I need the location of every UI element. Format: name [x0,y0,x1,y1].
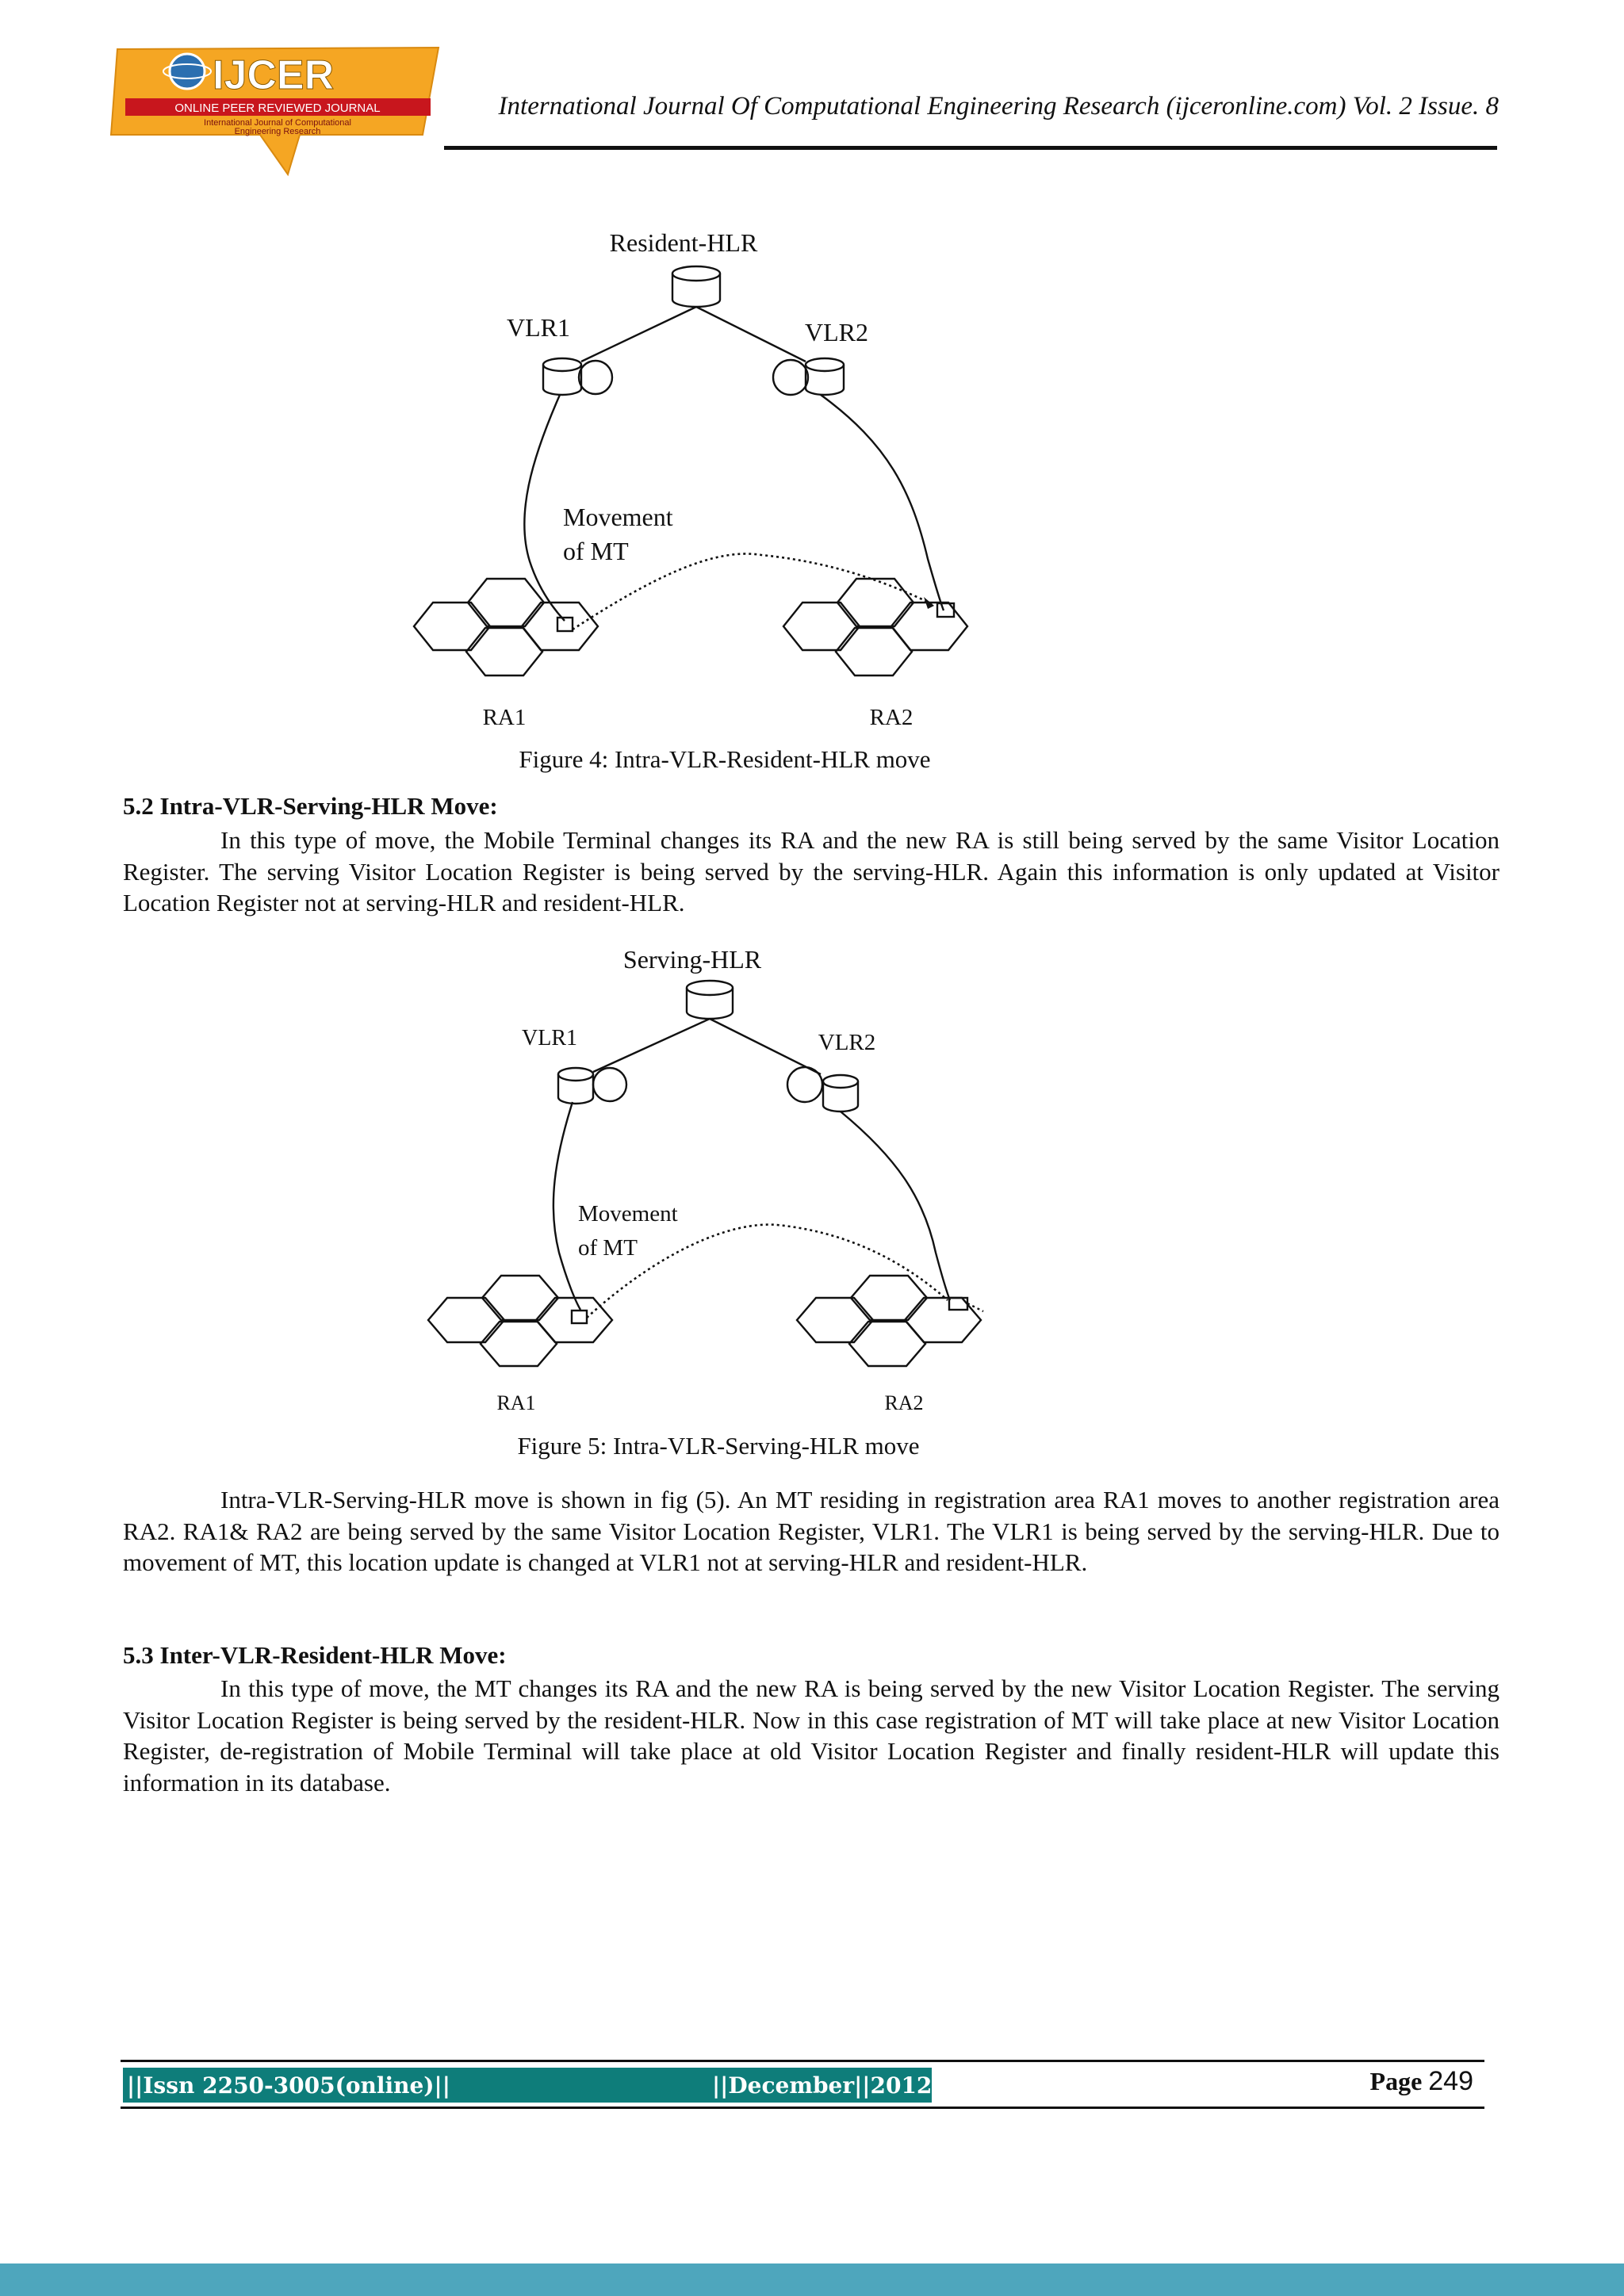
logo-brand: IJCER [213,52,335,98]
fig5-movement-label-1: Movement [578,1201,678,1226]
mt-old-position-icon [572,1311,587,1323]
logo-subtitle-1: International Journal of Computational [204,118,351,128]
section-5-2-heading: 5.2 Intra-VLR-Serving-HLR Move: [123,792,498,820]
ra2-cell-cluster [797,1276,981,1366]
ra1-cell-cluster [428,1276,612,1366]
fig5-hlr-label: Serving-HLR [622,945,762,974]
vlr1-circle-icon [579,361,612,394]
figure-5-caption: Figure 5: Intra-VLR-Serving-HLR move [517,1432,920,1460]
vlr1-database-icon [558,1068,593,1104]
fig5-ra1-label: RA1 [496,1391,536,1414]
section-5-2-paragraph: In this type of move, the Mobile Terminal changes its RA and the new RA is still being served by the same Visitor Location Register. The serving Visitor Location Register is being served by the serving-HLR. Again this information is only updated at Visitor Location Register not at serving-HLR and resident-HLR. [123,826,1500,916]
fig4-vlr2-label: VLR2 [805,318,868,346]
figure-5-description-paragraph: Intra-VLR-Serving-HLR move is shown in fig (5). An MT residing in registration area RA1 moves to another registration area RA2. RA1& RA2 are being served by the same Visitor Location Register, VLR1. The VLR1 is being served by the serving-HLR. Due to movement of MT, this location update is changed at VLR1 not at serving-HLR and resident-HLR. [123,1486,1500,1576]
logo-tagline: ONLINE PEER REVIEWED JOURNAL [174,101,381,115]
section-5-3-heading: 5.3 Inter-VLR-Resident-HLR Move: [123,1641,507,1669]
section-5-3-paragraph: In this type of move, the MT changes its RA and the new RA is being served by the new Visitor Location Register. The serving Visitor Location Register is being served by the resident-HLR. Now in this case registration of MT will take place at new Visitor Location Register, de-registration of Mobile Terminal will take place at old Visitor Location Register and finally resident-HLR will update this information in its database. [123,1674,1500,1797]
page-bottom-band [0,2263,1624,2296]
footer-page-label: Page [1369,2067,1423,2095]
journal-title: International Journal Of Computational Engineering Research (ijceronline.com) Vol. 2 Issue. 8 [498,92,1499,121]
hlr-database-icon [687,981,733,1019]
ra2-cell-cluster [783,579,967,675]
fig5-ra2-label: RA2 [884,1391,924,1414]
footer-top-rule [121,2060,1484,2062]
footer-page-number: 249 [1428,2066,1473,2096]
fig5-vlr2-label: VLR2 [818,1030,876,1055]
hlr-vlr2-link [696,307,806,362]
vlr2-database-icon [806,358,844,395]
ra1-cell-cluster [414,579,598,675]
footer-date: ||December||2012|| [712,2072,948,2099]
footer-issn: ||Issn 2250-3005(online)|| [127,2072,450,2099]
hlr-database-icon [672,266,720,307]
hlr-vlr1-link [581,307,696,362]
figure-4-diagram [0,206,1624,777]
fig4-vlr1-label: VLR1 [507,313,570,342]
figure-4-caption: Figure 4: Intra-VLR-Resident-HLR move [519,745,931,773]
movement-path [587,1225,948,1318]
vlr2-database-icon [823,1075,858,1112]
fig4-hlr-label: Resident-HLR [609,228,758,257]
vlr1-database-icon [543,358,581,395]
logo-subtitle-2: Engineering Research [234,127,321,136]
vlr2-cell-link [841,1112,950,1300]
fig5-movement-label-2: of MT [578,1235,638,1261]
hlr-vlr1-link [593,1019,710,1072]
vlr1-circle-icon [593,1068,626,1101]
journal-logo [102,41,442,178]
header-divider [444,146,1497,150]
hlr-vlr2-link [710,1019,821,1074]
fig4-movement-label-1: Movement [563,503,673,531]
fig4-movement-label-2: of MT [563,537,629,565]
footer-page [1370,2066,1473,2097]
mt-new-position-icon [949,1298,967,1310]
footer-bottom-rule [121,2107,1484,2109]
figure-5-diagram [0,936,1624,1483]
globe-icon [170,54,205,89]
mt-old-position-icon [557,618,573,631]
vlr2-circle-icon [773,360,808,395]
fig4-ra2-label: RA2 [869,705,914,730]
fig4-ra1-label: RA1 [482,705,527,730]
vlr1-cell-link [553,1102,580,1310]
fig5-vlr1-label: VLR1 [522,1026,577,1050]
